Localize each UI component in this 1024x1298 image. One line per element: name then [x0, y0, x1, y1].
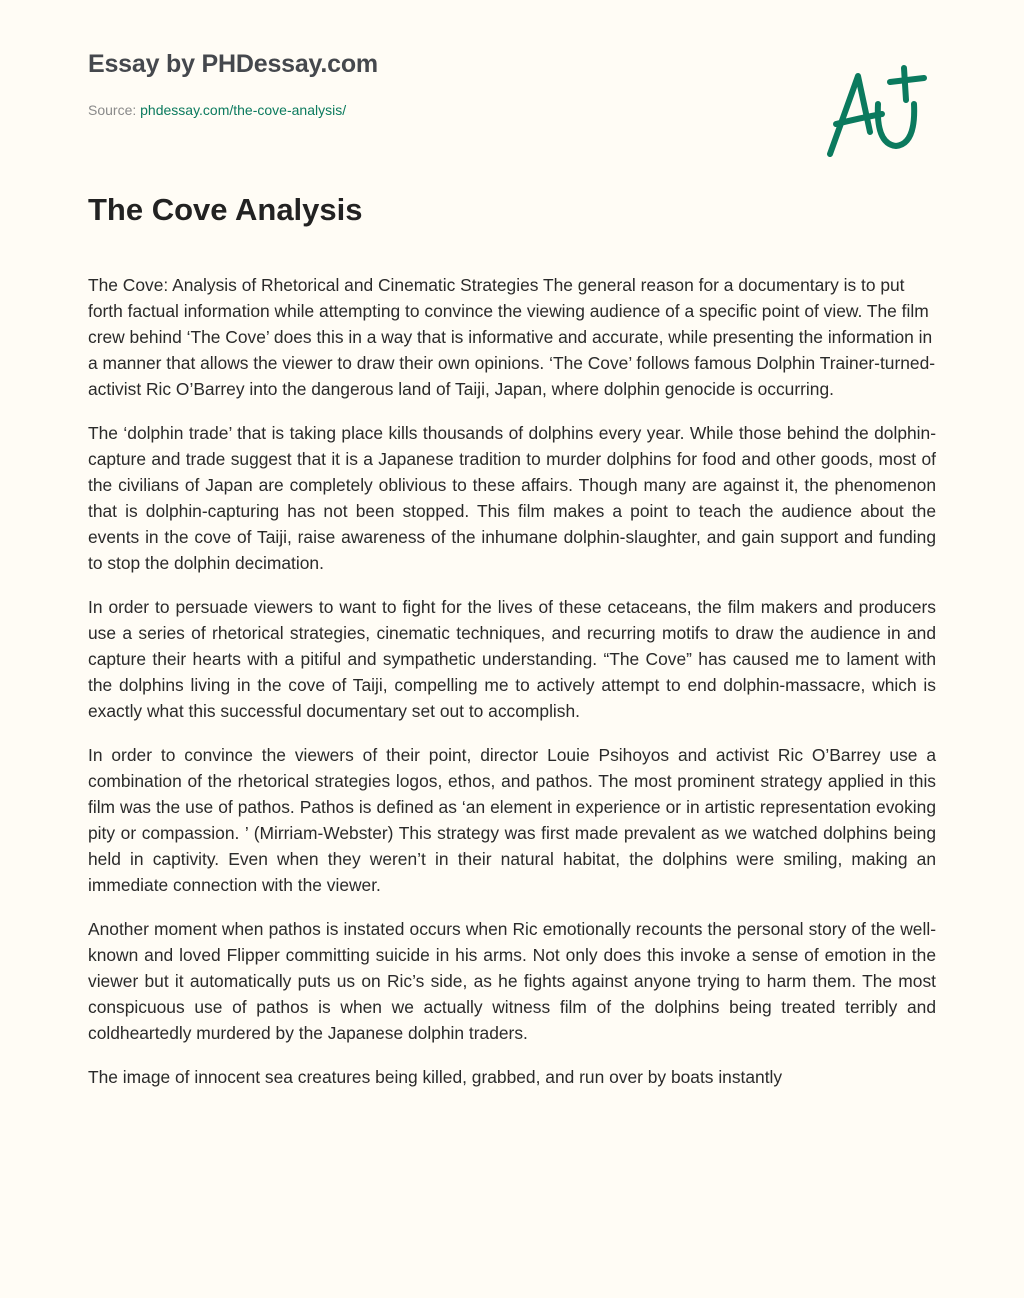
essay-paragraph: The ‘dolphin trade’ that is taking place kills thousands of dolphins every year. While those behind the dolphin-capture and trade suggest that it is a Japanese tradition to murder dolphins for food and other goods, most of the civilians of Japan are completely oblivious to these affairs. Though many are against it, the phenomenon that is dolphin-capturing has not been stopped. This film makes a point to teach the audience about the events in the cove of Taiji, raise awareness of the inhumane dolphin-slaughter, and gain support and funding to stop the dolphin decimation.	[88, 423, 936, 573]
essay-paragraph: The Cove: Analysis of Rhetorical and Cinematic Strategies The general reason for a documentary is to put forth factual information while attempting to convince the viewing audience of a specific point of view. The film crew behind ‘The Cove’ does this in a way that is informative and accurate, while presenting the information in a manner that allows the viewer to draw their own opinions. ‘The Cove’ follows famous Dolphin Trainer-turned-activist Ric O’Barrey into the dangerous land of Taiji, Japan, where dolphin genocide is occurring.	[88, 275, 936, 399]
source-label: Source:	[88, 102, 141, 118]
a-plus-logo-icon	[820, 62, 930, 162]
site-brand: Essay by PHDessay.com	[88, 50, 378, 78]
essay-paragraph: In order to convince the viewers of their point, director Louie Psihoyos and activist Ric O’Barrey use a combination of the rhetorical strategies logos, ethos, and pathos. The most prominent strategy applied in this film was the use of pathos. Pathos is defined as ‘an element in experience or in artistic representation evoking pity or compassion. ’ (Mirriam-Webster) This strategy was first made prevalent as we watched dolphins being held in captivity. Even when they weren’t in their natural habitat, the dolphins were smiling, making an immediate connection with the viewer.	[88, 745, 936, 895]
page-title: The Cove Analysis	[88, 192, 363, 227]
essay-paragraph: The image of innocent sea creatures being killed, grabbed, and run over by boats instantly	[88, 1067, 783, 1087]
source-link[interactable]: phdessay.com/the-cove-analysis/	[140, 102, 347, 118]
essay-paragraph: In order to persuade viewers to want to fight for the lives of these cetaceans, the film makers and producers use a series of rhetorical strategies, cinematic techniques, and recurring motifs to draw the audience in and capture their hearts with a pitiful and sympathetic understanding. “The Cove” has caused me to lament with the dolphins living in the cove of Taiji, compelling me to actively attempt to end dolphin-massacre, which is exactly what this successful documentary set out to accomplish.	[88, 597, 936, 721]
source-line	[88, 102, 346, 118]
essay-paragraph: Another moment when pathos is instated occurs when Ric emotionally recounts the personal story of the well-known and loved Flipper committing suicide in his arms. Not only does this invoke a sense of emotion in the viewer but it automatically puts us on Ric’s side, as he fights against anyone trying to harm them. The most conspicuous use of pathos is when we actually witness film of the dolphins being treated terribly and coldheartedly murdered by the Japanese dolphin traders.	[88, 919, 936, 1043]
essay-body	[88, 272, 936, 1108]
